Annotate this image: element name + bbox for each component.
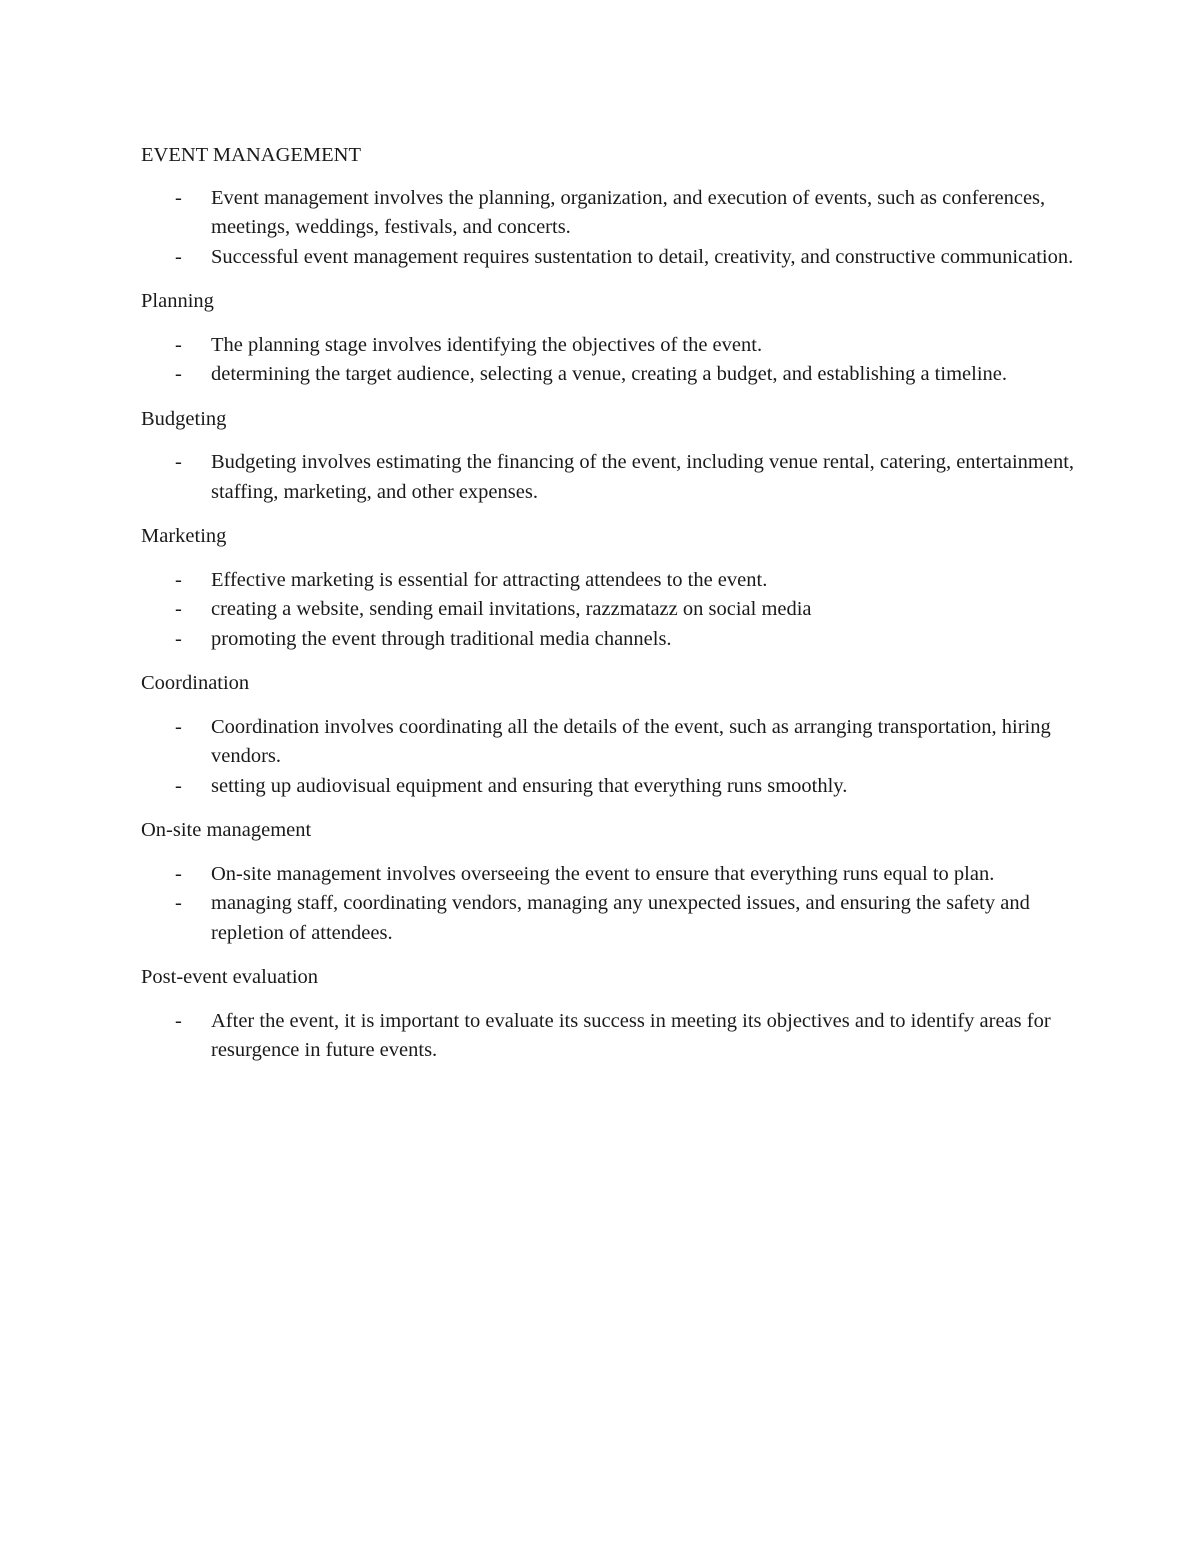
- bullet-dash: -: [175, 892, 182, 914]
- bullet-dash: -: [175, 598, 182, 620]
- list-item: [141, 243, 1081, 273]
- list-item: [141, 1007, 1081, 1066]
- bullet-dash: -: [175, 451, 182, 473]
- list-item-text: Successful event management requires sustentation to detail, creativity, and constructive communication.: [211, 245, 1074, 268]
- list-item: [141, 772, 1081, 802]
- list-item-text: Budgeting involves estimating the financing of the event, including venue rental, catering, entertainment, staffing, marketing, and other expenses.: [211, 451, 1075, 503]
- list-item: [141, 860, 1081, 890]
- list-item-text: Effective marketing is essential for attracting attendees to the event.: [211, 568, 768, 591]
- list-item-text: Coordination involves coordinating all the details of the event, such as arranging transportation, hiring vendors.: [211, 715, 1051, 767]
- list-item-text: managing staff, coordinating vendors, managing any unexpected issues, and ensuring the safety and repletion of attendees.: [211, 892, 1030, 944]
- list-item: [141, 595, 1081, 625]
- list-item: [141, 713, 1081, 772]
- bullet-dash: -: [175, 333, 182, 356]
- list-item: [141, 566, 1081, 596]
- bullet-dash: -: [175, 568, 182, 591]
- list-item: [141, 889, 1081, 948]
- section-heading-coordination: Coordination: [141, 672, 250, 694]
- list-item: [141, 625, 1081, 655]
- bullet-dash: -: [175, 186, 182, 209]
- bullet-dash: -: [175, 862, 182, 885]
- section-heading-post-event-evaluation: Post-event evaluation: [141, 966, 319, 988]
- section-list-planning: [141, 331, 1081, 390]
- list-item-text: On-site management involves overseeing the event to ensure that everything runs equal to plan.: [211, 862, 995, 885]
- section-list-on-site-management: [141, 860, 1081, 949]
- list-item: [141, 360, 1081, 390]
- bullet-dash: -: [175, 627, 182, 650]
- section-list-budgeting: [141, 448, 1081, 507]
- list-item-text: promoting the event through traditional media channels.: [211, 627, 672, 650]
- list-item-text: determining the target audience, selecting a venue, creating a budget, and establishing a timeline.: [211, 363, 1007, 385]
- intro-list: [141, 184, 1081, 273]
- section-list-coordination: [141, 713, 1081, 802]
- section-heading-planning: Planning: [141, 290, 214, 312]
- list-item-text: creating a website, sending email invitations, razzmatazz on social media: [211, 598, 812, 620]
- bullet-dash: -: [175, 774, 182, 797]
- section-heading-marketing: Marketing: [141, 525, 227, 547]
- bullet-dash: -: [175, 715, 182, 738]
- list-item-text: Event management involves the planning, organization, and execution of events, such as conferences, meetings, weddings, festivals, and concerts.: [211, 186, 1046, 238]
- bullet-dash: -: [175, 363, 182, 385]
- bullet-dash: -: [175, 245, 182, 268]
- section-list-post-event-evaluation: [141, 1007, 1081, 1066]
- section-list-marketing: [141, 566, 1081, 655]
- document-content: [141, 141, 1081, 1081]
- list-item: [141, 184, 1081, 243]
- list-item: [141, 448, 1081, 507]
- list-item-text: The planning stage involves identifying the objectives of the event.: [211, 333, 763, 356]
- section-heading-budgeting: Budgeting: [141, 407, 227, 430]
- list-item-text: setting up audiovisual equipment and ensuring that everything runs smoothly.: [211, 774, 848, 797]
- document-title: EVENT MANAGEMENT: [141, 144, 361, 166]
- list-item-text: After the event, it is important to evaluate its success in meeting its objectives and to identify areas for resurgence in future events.: [211, 1009, 1051, 1061]
- bullet-dash: -: [175, 1009, 182, 1032]
- section-heading-on-site-management: On-site management: [141, 819, 312, 841]
- list-item: [141, 331, 1081, 361]
